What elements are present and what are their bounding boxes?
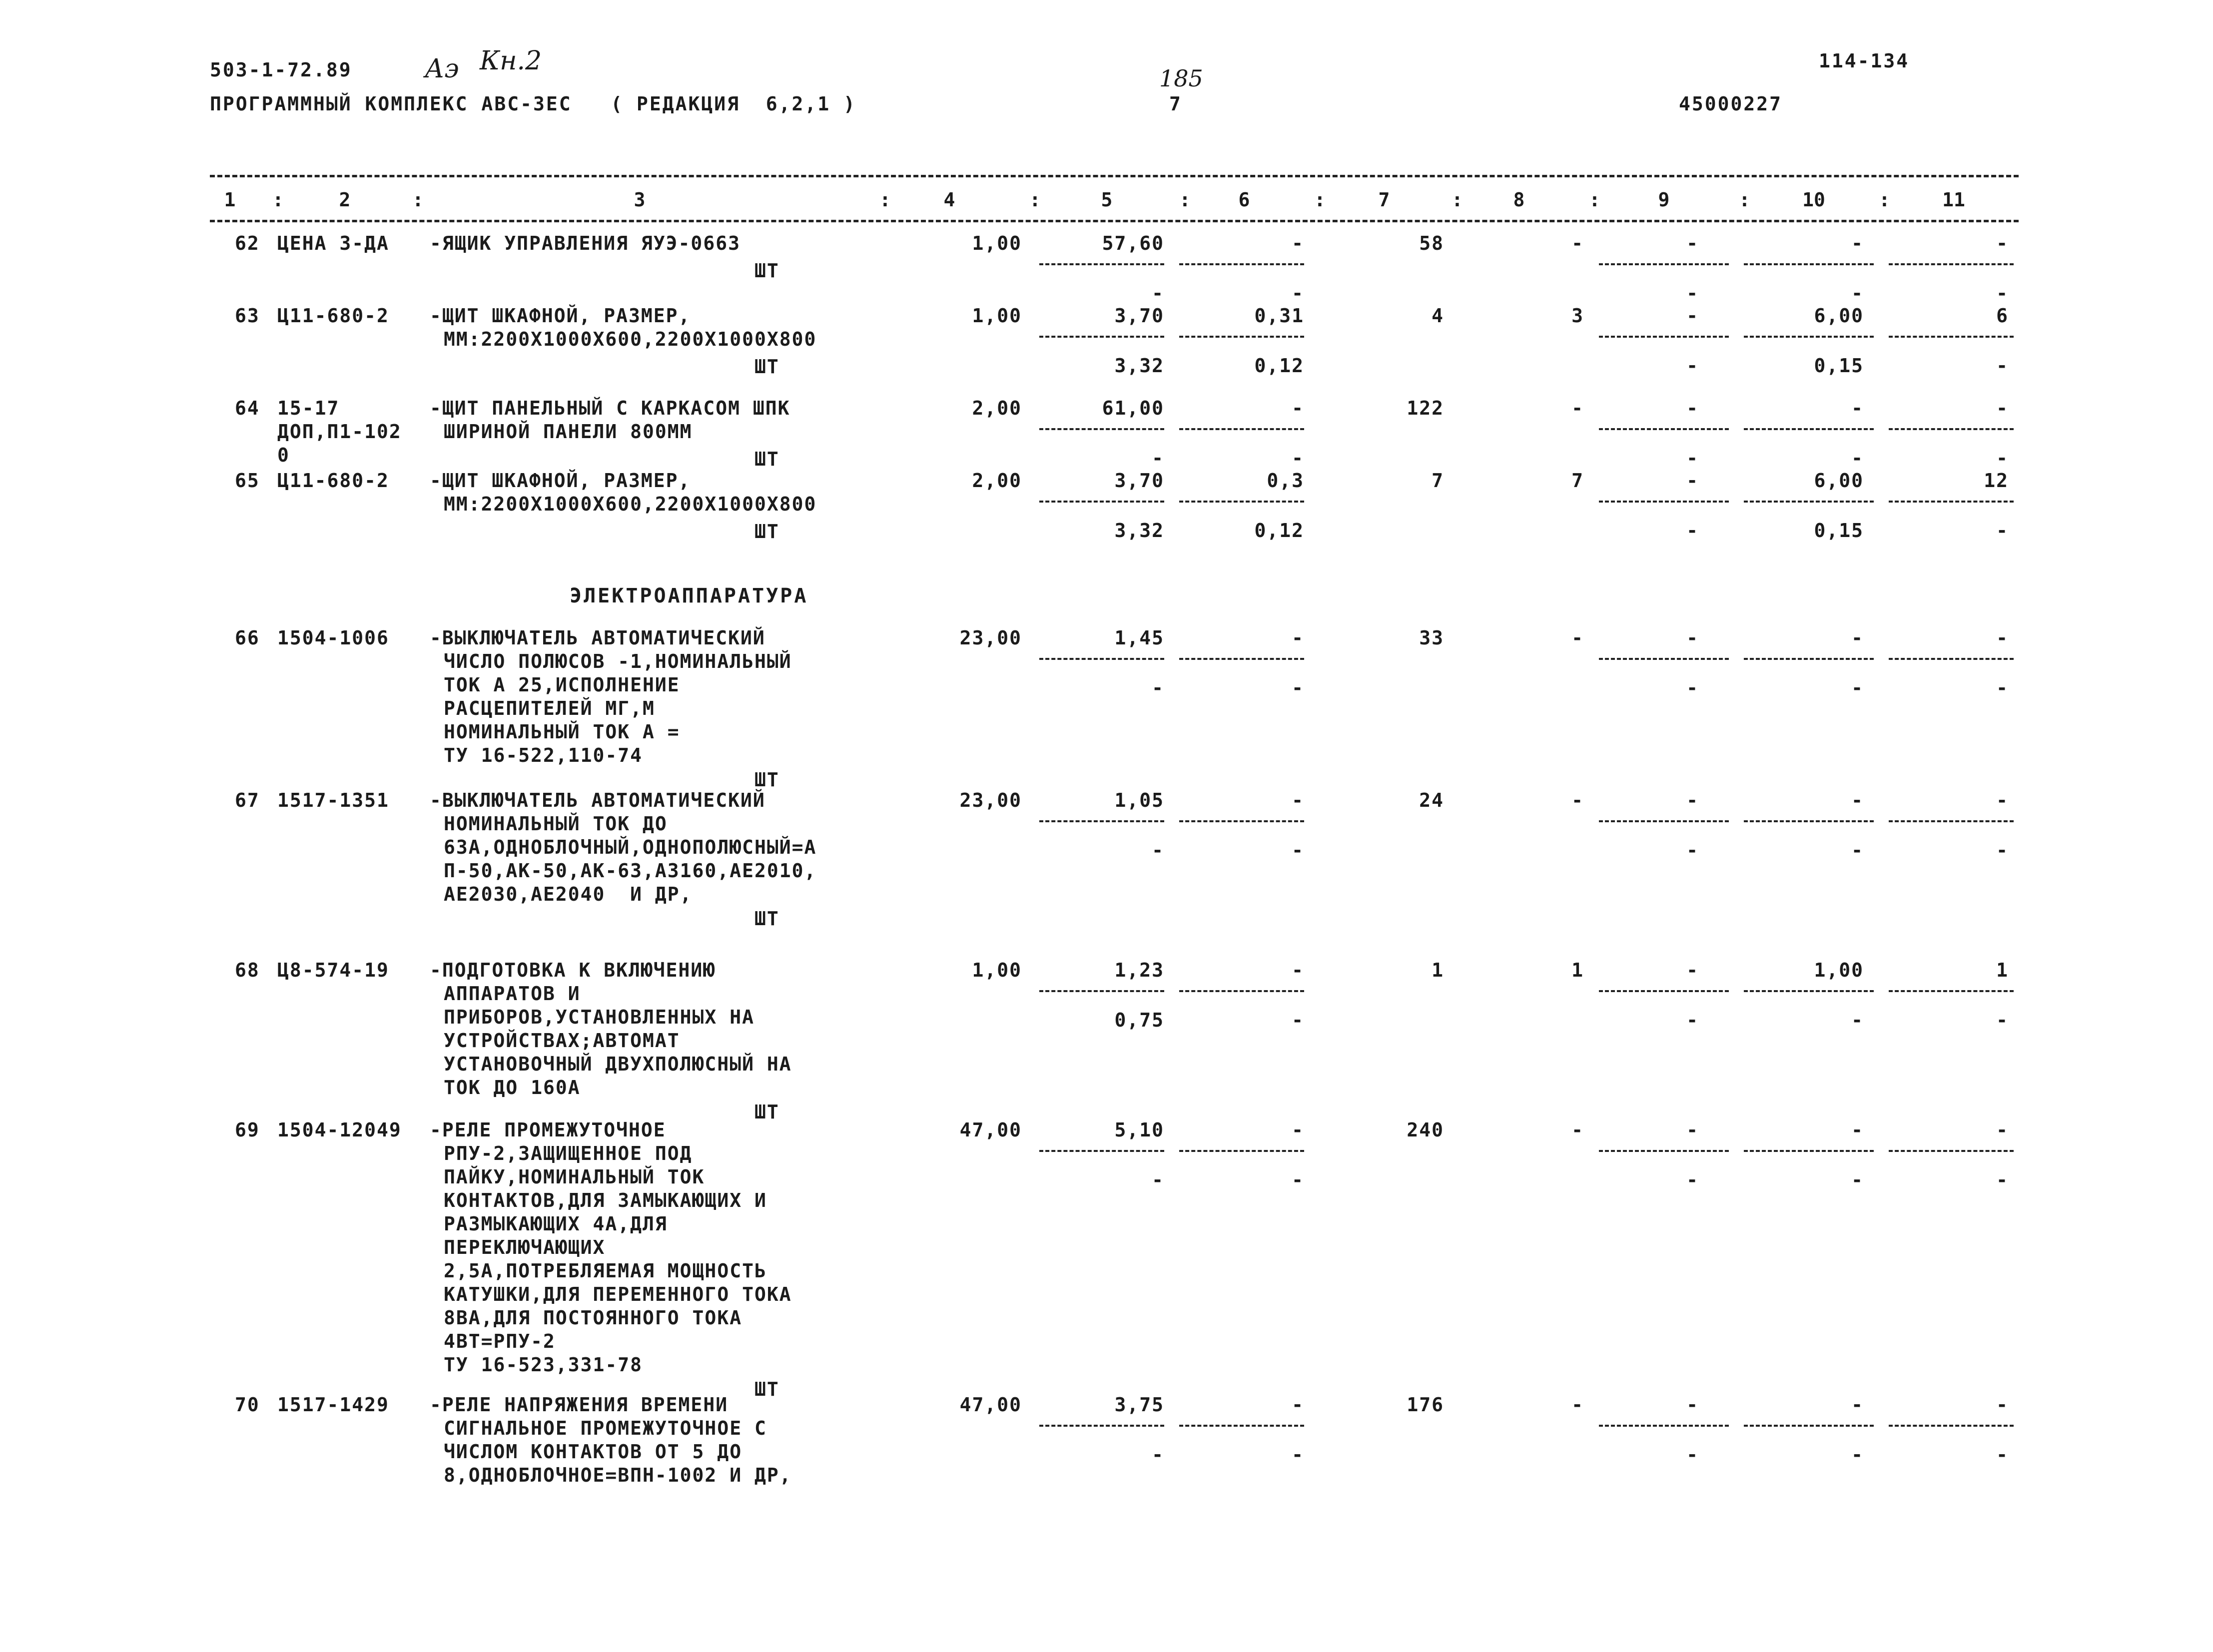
fraction-line xyxy=(1599,990,1729,992)
wage-cost: - xyxy=(1292,1394,1304,1416)
labor-sub: 0,15 xyxy=(1814,355,1864,377)
fraction-line xyxy=(1599,336,1729,338)
item-description: КАТУШКИ,ДЛЯ ПЕРЕМЕННОГО ТОКА xyxy=(444,1283,792,1305)
wage-cost: - xyxy=(1292,397,1304,419)
fraction-line xyxy=(1744,428,1874,430)
fraction-line xyxy=(1744,820,1874,822)
quantity: 23,00 xyxy=(959,627,1022,649)
total-wage: 1 xyxy=(1571,959,1584,981)
fraction-line xyxy=(1599,1425,1729,1427)
row-number: 69 xyxy=(235,1119,260,1141)
unit-cost-sub: - xyxy=(1152,839,1164,861)
labor-total: - xyxy=(1996,1119,2009,1141)
fraction-line xyxy=(1889,336,2014,338)
fraction-line xyxy=(1039,658,1164,660)
labor-total: - xyxy=(1996,789,2009,811)
labor: - xyxy=(1851,232,1864,254)
fraction-line xyxy=(1744,990,1874,992)
total-cost: 4 xyxy=(1432,305,1444,327)
total-wage: - xyxy=(1571,1394,1584,1416)
fraction-line xyxy=(1889,990,2014,992)
fraction-line xyxy=(1179,428,1304,430)
column-separator: : xyxy=(1452,189,1463,211)
fraction-line xyxy=(1599,263,1729,265)
fraction-line xyxy=(1744,501,1874,503)
labor-sub: - xyxy=(1851,447,1864,469)
labor: - xyxy=(1851,789,1864,811)
table-top-rule xyxy=(210,175,2019,177)
labor: 6,00 xyxy=(1814,470,1864,492)
column-separator: : xyxy=(1739,189,1750,211)
item-description: ЧИСЛО ПОЛЮСОВ -1,НОМИНАЛЬНЫЙ xyxy=(444,650,792,672)
column-header-2: 2 xyxy=(339,189,351,211)
labor: - xyxy=(1851,1119,1864,1141)
fraction-line xyxy=(1039,336,1164,338)
column-separator: : xyxy=(1179,189,1191,211)
unit-cost: 61,00 xyxy=(1102,397,1164,419)
unit-label: ШТ xyxy=(754,521,779,543)
fraction-line xyxy=(1599,1150,1729,1152)
wage-cost: - xyxy=(1292,232,1304,254)
fraction-line xyxy=(1179,658,1304,660)
item-description: НОМИНАЛЬНЫЙ ТОК ДО xyxy=(444,813,668,835)
labor-sub: - xyxy=(1851,282,1864,304)
fraction-line xyxy=(1039,263,1164,265)
document-code: 503-1-72.89 xyxy=(210,59,352,81)
item-description: 8ВА,ДЛЯ ПОСТОЯННОГО ТОКА xyxy=(444,1307,742,1329)
fraction-line xyxy=(1179,263,1304,265)
mech-cost-sub: - xyxy=(1686,677,1699,699)
mech-cost: - xyxy=(1686,789,1699,811)
item-description: -ЩИТ ШКАФНОЙ, РАЗМЕР, xyxy=(430,305,691,327)
total-wage: 3 xyxy=(1571,305,1584,327)
labor-total-sub: - xyxy=(1996,355,2009,377)
fraction-line xyxy=(1889,501,2014,503)
price-code: Ц11-680-2 xyxy=(277,470,389,492)
column-header-10: 10 xyxy=(1802,189,1825,211)
total-wage: - xyxy=(1571,789,1584,811)
labor-sub: - xyxy=(1851,677,1864,699)
unit-cost-sub: 0,75 xyxy=(1114,1009,1164,1031)
total-cost: 122 xyxy=(1407,397,1444,419)
item-description: 4ВТ=РПУ-2 xyxy=(444,1330,556,1352)
labor-total: 12 xyxy=(1984,470,2009,492)
labor-sub: - xyxy=(1851,839,1864,861)
total-cost: 24 xyxy=(1419,789,1444,811)
item-description: -ЩИТ ШКАФНОЙ, РАЗМЕР, xyxy=(430,470,691,492)
quantity: 47,00 xyxy=(959,1119,1022,1141)
row-number: 70 xyxy=(235,1394,260,1416)
mech-cost: - xyxy=(1686,232,1699,254)
unit-label: ШТ xyxy=(754,1101,779,1123)
unit-cost-sub: 3,32 xyxy=(1114,520,1164,542)
quantity: 1,00 xyxy=(972,232,1022,254)
unit-cost: 1,05 xyxy=(1114,789,1164,811)
fraction-line xyxy=(1599,428,1729,430)
fraction-line xyxy=(1039,990,1164,992)
document-number: 45000227 xyxy=(1679,93,1783,115)
total-wage: - xyxy=(1571,1119,1584,1141)
price-code: 1517-1351 xyxy=(277,789,389,811)
row-number: 68 xyxy=(235,959,260,981)
wage-cost: - xyxy=(1292,1119,1304,1141)
labor-total-sub: - xyxy=(1996,1009,2009,1031)
fraction-line xyxy=(1599,820,1729,822)
fraction-line xyxy=(1179,820,1304,822)
total-wage: 7 xyxy=(1571,470,1584,492)
fraction-line xyxy=(1179,1425,1304,1427)
item-description: ЧИСЛОМ КОНТАКТОВ ОТ 5 ДО xyxy=(444,1441,742,1463)
unit-label: ШТ xyxy=(754,769,779,791)
wage-cost-sub: 0,12 xyxy=(1254,520,1304,542)
quantity: 23,00 xyxy=(959,789,1022,811)
row-number: 65 xyxy=(235,470,260,492)
fraction-line xyxy=(1889,658,2014,660)
mech-cost-sub: - xyxy=(1686,1444,1699,1466)
labor: 1,00 xyxy=(1814,959,1864,981)
wage-cost-sub: - xyxy=(1292,1009,1304,1031)
unit-cost: 1,45 xyxy=(1114,627,1164,649)
section-title: ЭЛЕКТРОАППАРАТУРА xyxy=(570,584,808,607)
item-description: 2,5А,ПОТРЕБЛЯЕМАЯ МОЩНОСТЬ xyxy=(444,1260,767,1282)
wage-cost: - xyxy=(1292,959,1304,981)
item-description: ТУ 16-522,110-74 xyxy=(444,744,643,766)
mech-cost-sub: - xyxy=(1686,447,1699,469)
fraction-line xyxy=(1889,1150,2014,1152)
column-separator: : xyxy=(1029,189,1041,211)
column-header-9: 9 xyxy=(1658,189,1670,211)
fraction-line xyxy=(1889,428,2014,430)
item-description: ШИРИНОЙ ПАНЕЛИ 800ММ xyxy=(444,421,693,443)
mech-cost-sub: - xyxy=(1686,839,1699,861)
labor-total: - xyxy=(1996,1394,2009,1416)
labor-sub: - xyxy=(1851,1169,1864,1191)
row-number: 67 xyxy=(235,789,260,811)
unit-label: ШТ xyxy=(754,356,779,378)
sheet-range: 114-134 xyxy=(1819,50,1910,72)
wage-cost-sub: - xyxy=(1292,677,1304,699)
item-description: 63А,ОДНОБЛОЧНЫЙ,ОДНОПОЛЮСНЫЙ=А xyxy=(444,836,817,858)
item-description: АППАРАТОВ И xyxy=(444,983,581,1005)
album-mark: Аэ xyxy=(425,54,459,84)
column-header-8: 8 xyxy=(1513,189,1525,211)
item-description: ТОК ДО 160А xyxy=(444,1077,581,1099)
mech-cost: - xyxy=(1686,959,1699,981)
mech-cost: - xyxy=(1686,397,1699,419)
item-description: ММ:2200Х1000Х600,2200Х1000Х800 xyxy=(444,328,817,350)
labor-sub: 0,15 xyxy=(1814,520,1864,542)
mech-cost: - xyxy=(1686,1119,1699,1141)
item-description: П-50,АК-50,АК-63,А3160,АЕ2010, xyxy=(444,860,817,882)
item-description: ПЕРЕКЛЮЧАЮЩИХ xyxy=(444,1236,606,1258)
fraction-line xyxy=(1179,501,1304,503)
total-wage: - xyxy=(1571,627,1584,649)
wage-cost-sub: - xyxy=(1292,1444,1304,1466)
unit-cost-sub: - xyxy=(1152,447,1164,469)
row-number: 66 xyxy=(235,627,260,649)
wage-cost-sub: 0,12 xyxy=(1254,355,1304,377)
mech-cost-sub: - xyxy=(1686,520,1699,542)
mech-cost: - xyxy=(1686,627,1699,649)
mech-cost: - xyxy=(1686,470,1699,492)
total-cost: 176 xyxy=(1407,1394,1444,1416)
labor-total-sub: - xyxy=(1996,677,2009,699)
column-header-1: 1 xyxy=(224,189,236,211)
total-cost: 240 xyxy=(1407,1119,1444,1141)
unit-cost-sub: - xyxy=(1152,1169,1164,1191)
mech-cost-sub: - xyxy=(1686,1169,1699,1191)
price-code: ЦЕНА 3-ДА xyxy=(277,232,389,254)
labor-sub: - xyxy=(1851,1009,1864,1031)
mech-cost-sub: - xyxy=(1686,1009,1699,1031)
fraction-line xyxy=(1039,1150,1164,1152)
labor-total: - xyxy=(1996,627,2009,649)
item-description: РАЗМЫКАЮЩИХ 4А,ДЛЯ xyxy=(444,1213,668,1235)
fraction-line xyxy=(1179,1150,1304,1152)
fraction-line xyxy=(1599,501,1729,503)
fraction-line xyxy=(1179,990,1304,992)
price-code: ДОП,П1-102 xyxy=(277,421,402,443)
wage-cost-sub: - xyxy=(1292,839,1304,861)
item-description: -РЕЛЕ ПРОМЕЖУТОЧНОЕ xyxy=(430,1119,666,1141)
price-code: Ц8-574-19 xyxy=(277,959,389,981)
price-code: 1504-12049 xyxy=(277,1119,402,1141)
unit-cost: 57,60 xyxy=(1102,232,1164,254)
mech-cost-sub: - xyxy=(1686,355,1699,377)
item-description: УСТРОЙСТВАХ;АВТОМАТ xyxy=(444,1030,680,1052)
unit-label: ШТ xyxy=(754,908,779,930)
quantity: 2,00 xyxy=(972,397,1022,419)
quantity: 1,00 xyxy=(972,305,1022,327)
price-code: 0 xyxy=(277,444,290,466)
mech-cost: - xyxy=(1686,1394,1699,1416)
total-wage: - xyxy=(1571,397,1584,419)
labor-total-sub: - xyxy=(1996,839,2009,861)
item-description: ТУ 16-523,331-78 xyxy=(444,1354,643,1376)
item-description: -ЯЩИК УПРАВЛЕНИЯ ЯУЭ-0663 xyxy=(430,232,740,254)
item-description: 8,ОДНОБЛОЧНОЕ=ВПН-1002 И ДР, xyxy=(444,1464,792,1486)
price-code: 15-17 xyxy=(277,397,340,419)
fraction-line xyxy=(1889,263,2014,265)
item-description: -ВЫКЛЮЧАТЕЛЬ АВТОМАТИЧЕСКИЙ xyxy=(430,789,765,811)
fraction-line xyxy=(1744,1150,1874,1152)
item-description: -ПОДГОТОВКА К ВКЛЮЧЕНИЮ xyxy=(430,959,716,981)
column-header-3: 3 xyxy=(634,189,646,211)
book-mark: Кн.2 xyxy=(480,46,542,76)
fraction-line xyxy=(1889,820,2014,822)
item-description: НОМИНАЛЬНЫЙ ТОК А = xyxy=(444,721,680,743)
fraction-line xyxy=(1039,428,1164,430)
table-header-rule xyxy=(210,220,2019,222)
item-description: ТОК А 25,ИСПОЛНЕНИЕ xyxy=(444,674,680,696)
column-separator: : xyxy=(412,189,424,211)
column-header-5: 5 xyxy=(1101,189,1113,211)
item-description: РАСЦЕПИТЕЛЕЙ МГ,М xyxy=(444,697,655,719)
fraction-line xyxy=(1744,658,1874,660)
fraction-line xyxy=(1039,820,1164,822)
unit-cost-sub: - xyxy=(1152,282,1164,304)
labor-sub: - xyxy=(1851,1444,1864,1466)
price-code: Ц11-680-2 xyxy=(277,305,389,327)
item-description: -РЕЛЕ НАПРЯЖЕНИЯ ВРЕМЕНИ xyxy=(430,1394,729,1416)
unit-label: ШТ xyxy=(754,448,779,470)
item-description: -ЩИТ ПАНЕЛЬНЫЙ С КАРКАСОМ ШПК xyxy=(430,397,790,419)
column-separator: : xyxy=(879,189,891,211)
price-code: 1504-1006 xyxy=(277,627,389,649)
item-description: АЕ2030,АЕ2040 И ДР, xyxy=(444,883,693,905)
fraction-line xyxy=(1889,1425,2014,1427)
unit-cost: 3,70 xyxy=(1114,305,1164,327)
unit-label: ШТ xyxy=(754,1378,779,1400)
item-description: УСТАНОВОЧНЫЙ ДВУХПОЛЮСНЫЙ НА xyxy=(444,1053,792,1075)
fraction-line xyxy=(1744,1425,1874,1427)
quantity: 47,00 xyxy=(959,1394,1022,1416)
item-description: ПРИБОРОВ,УСТАНОВЛЕННЫХ НА xyxy=(444,1006,754,1028)
total-cost: 7 xyxy=(1432,470,1444,492)
column-separator: : xyxy=(1314,189,1326,211)
printed-page-number: 7 xyxy=(1169,93,1182,115)
wage-cost-sub: - xyxy=(1292,447,1304,469)
unit-cost-sub: - xyxy=(1152,677,1164,699)
unit-label: ШТ xyxy=(754,260,779,282)
labor-total: - xyxy=(1996,397,2009,419)
unit-cost: 1,23 xyxy=(1114,959,1164,981)
item-description: ПАЙКУ,НОМИНАЛЬНЫЙ ТОК xyxy=(444,1166,705,1188)
unit-cost-sub: 3,32 xyxy=(1114,355,1164,377)
total-wage: - xyxy=(1571,232,1584,254)
item-description: -ВЫКЛЮЧАТЕЛЬ АВТОМАТИЧЕСКИЙ xyxy=(430,627,765,649)
item-description: КОНТАКТОВ,ДЛЯ ЗАМЫКАЮЩИХ И xyxy=(444,1189,767,1211)
row-number: 62 xyxy=(235,232,260,254)
labor-total-sub: - xyxy=(1996,282,2009,304)
fraction-line xyxy=(1039,501,1164,503)
quantity: 1,00 xyxy=(972,959,1022,981)
labor: 6,00 xyxy=(1814,305,1864,327)
labor: - xyxy=(1851,627,1864,649)
total-cost: 58 xyxy=(1419,232,1444,254)
fraction-line xyxy=(1599,658,1729,660)
unit-cost: 5,10 xyxy=(1114,1119,1164,1141)
item-description: РПУ-2,ЗАЩИЩЕННОЕ ПОД xyxy=(444,1142,693,1164)
mech-cost-sub: - xyxy=(1686,282,1699,304)
total-cost: 1 xyxy=(1432,959,1444,981)
fraction-line xyxy=(1179,336,1304,338)
labor-total: 6 xyxy=(1996,305,2009,327)
labor-total-sub: - xyxy=(1996,1444,2009,1466)
fraction-line xyxy=(1744,263,1874,265)
column-separator: : xyxy=(1589,189,1600,211)
wage-cost: 0,31 xyxy=(1254,305,1304,327)
labor-total: 1 xyxy=(1996,959,2009,981)
column-header-7: 7 xyxy=(1378,189,1390,211)
column-header-11: 11 xyxy=(1942,189,1965,211)
unit-cost: 3,75 xyxy=(1114,1394,1164,1416)
unit-cost-sub: - xyxy=(1152,1444,1164,1466)
wage-cost-sub: - xyxy=(1292,282,1304,304)
quantity: 2,00 xyxy=(972,470,1022,492)
column-header-6: 6 xyxy=(1238,189,1250,211)
wage-cost: - xyxy=(1292,627,1304,649)
fraction-line xyxy=(1039,1425,1164,1427)
column-header-4: 4 xyxy=(943,189,955,211)
row-number: 63 xyxy=(235,305,260,327)
item-description: СИГНАЛЬНОЕ ПРОМЕЖУТОЧНОЕ С xyxy=(444,1417,767,1439)
handwritten-page-number: 185 xyxy=(1159,65,1203,92)
labor: - xyxy=(1851,397,1864,419)
total-cost: 33 xyxy=(1419,627,1444,649)
column-separator: : xyxy=(272,189,284,211)
labor-total-sub: - xyxy=(1996,520,2009,542)
row-number: 64 xyxy=(235,397,260,419)
labor: - xyxy=(1851,1394,1864,1416)
wage-cost: - xyxy=(1292,789,1304,811)
mech-cost: - xyxy=(1686,305,1699,327)
price-code: 1517-1429 xyxy=(277,1394,389,1416)
wage-cost: 0,3 xyxy=(1267,470,1304,492)
column-separator: : xyxy=(1879,189,1890,211)
labor-total-sub: - xyxy=(1996,1169,2009,1191)
fraction-line xyxy=(1744,336,1874,338)
wage-cost-sub: - xyxy=(1292,1169,1304,1191)
labor-total: - xyxy=(1996,232,2009,254)
item-description: ММ:2200Х1000Х600,2200Х1000Х800 xyxy=(444,493,817,515)
unit-cost: 3,70 xyxy=(1114,470,1164,492)
labor-total-sub: - xyxy=(1996,447,2009,469)
program-title: ПРОГРАММНЫЙ КОМПЛЕКС АВС-ЗЕС ( РЕДАКЦИЯ 6,2,1 ) xyxy=(210,93,856,115)
